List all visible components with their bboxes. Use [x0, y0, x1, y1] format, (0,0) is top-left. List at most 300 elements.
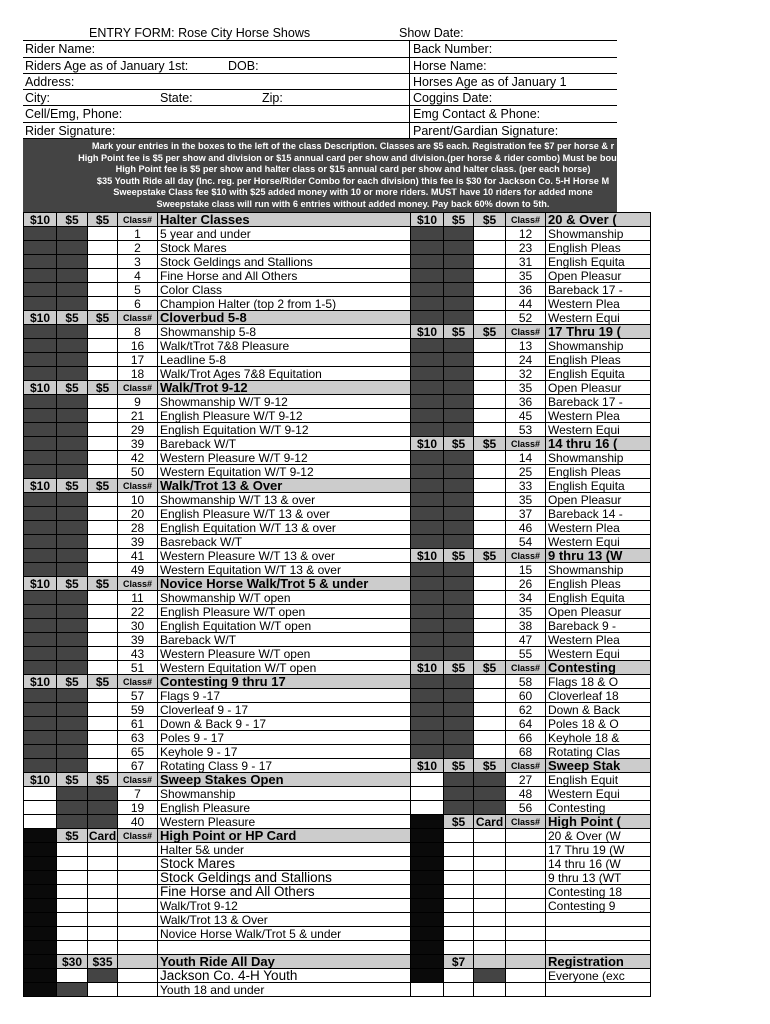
- entry-checkbox[interactable]: [88, 717, 118, 731]
- entry-checkbox[interactable]: [474, 591, 506, 605]
- table-row: [411, 689, 651, 703]
- class-number: 31: [506, 255, 546, 269]
- class-description: Novice Horse Walk/Trot 5 & under: [158, 927, 411, 941]
- entry-checkbox[interactable]: [88, 605, 118, 619]
- class-number: 66: [506, 731, 546, 745]
- section-title: Contesting: [546, 661, 651, 675]
- entry-checkbox: [24, 661, 57, 675]
- entry-checkbox[interactable]: [88, 843, 118, 857]
- class-description: Western Plea: [546, 409, 651, 423]
- entry-checkbox[interactable]: [444, 829, 474, 843]
- entry-checkbox[interactable]: [118, 871, 158, 885]
- table-row: [411, 535, 651, 549]
- class-number: 64: [506, 717, 546, 731]
- class-description: Western Equi: [546, 423, 651, 437]
- left-field[interactable]: [23, 90, 410, 105]
- entry-checkbox[interactable]: [474, 311, 506, 325]
- entry-checkbox[interactable]: [57, 885, 88, 899]
- entry-checkbox[interactable]: [88, 661, 118, 675]
- right-class-table: [410, 212, 651, 997]
- entry-checkbox[interactable]: [57, 899, 88, 913]
- entry-checkbox[interactable]: [24, 787, 57, 801]
- table-row: [24, 773, 411, 787]
- right-field[interactable]: [410, 106, 617, 121]
- entry-checkbox: [24, 269, 57, 283]
- blocked-cell: [411, 927, 444, 941]
- left-field[interactable]: [23, 106, 410, 121]
- blocked-cell: [24, 955, 57, 969]
- entry-checkbox[interactable]: [474, 717, 506, 731]
- entry-checkbox[interactable]: [57, 969, 88, 983]
- entry-checkbox[interactable]: [474, 731, 506, 745]
- fee-header: $30: [57, 955, 88, 969]
- entry-checkbox: [411, 647, 444, 661]
- table-row: [24, 801, 411, 815]
- entry-checkbox: [474, 773, 506, 787]
- section-title: Cloverbud 5-8: [158, 311, 411, 325]
- right-field[interactable]: [410, 90, 617, 105]
- entry-checkbox[interactable]: [88, 619, 118, 633]
- entry-checkbox[interactable]: [88, 899, 118, 913]
- entry-checkbox[interactable]: [474, 871, 506, 885]
- entry-checkbox[interactable]: [506, 969, 546, 983]
- class-number: 24: [506, 353, 546, 367]
- section-title: Registration: [546, 955, 651, 969]
- table-row: [411, 521, 651, 535]
- entry-checkbox[interactable]: [474, 423, 506, 437]
- table-row: [24, 339, 411, 353]
- entry-checkbox[interactable]: [506, 829, 546, 843]
- show-date-field[interactable]: Show Date:: [399, 26, 464, 40]
- class-number: 46: [506, 521, 546, 535]
- entry-checkbox[interactable]: [444, 927, 474, 941]
- form-field-row: [23, 74, 617, 90]
- field-label: City:: [25, 91, 50, 106]
- fee-header: $5: [474, 437, 506, 451]
- entry-checkbox[interactable]: [474, 493, 506, 507]
- entry-checkbox[interactable]: [57, 843, 88, 857]
- table-row: [411, 969, 651, 983]
- blocked-cell: [24, 885, 57, 899]
- entry-checkbox: [24, 717, 57, 731]
- section-title: Walk/Trot 13 & Over: [158, 479, 411, 493]
- entry-checkbox[interactable]: [88, 269, 118, 283]
- class-number: 35: [506, 269, 546, 283]
- entry-checkbox: [444, 801, 474, 815]
- fee-header: $10: [24, 479, 57, 493]
- section-title: Walk/Trot 9-12: [158, 381, 411, 395]
- entry-checkbox[interactable]: [118, 857, 158, 871]
- entry-checkbox: [474, 801, 506, 815]
- entry-checkbox[interactable]: [474, 269, 506, 283]
- entry-checkbox[interactable]: [474, 647, 506, 661]
- entry-checkbox: [24, 437, 57, 451]
- right-field[interactable]: [410, 41, 617, 56]
- entry-checkbox[interactable]: [57, 871, 88, 885]
- table-row: [411, 605, 651, 619]
- class-description: English Equita: [546, 255, 651, 269]
- section-title: 9 thru 13 (W: [546, 549, 651, 563]
- class-number: 28: [118, 521, 158, 535]
- entry-checkbox: [57, 801, 88, 815]
- table-row: [24, 717, 411, 731]
- title-cell: [23, 25, 464, 40]
- entry-checkbox: [411, 269, 444, 283]
- class-description: Down & Back: [546, 703, 651, 717]
- entry-checkbox[interactable]: [474, 451, 506, 465]
- class-description: 14 thru 16 (W: [546, 857, 651, 871]
- entry-checkbox[interactable]: [88, 507, 118, 521]
- entry-checkbox[interactable]: [474, 227, 506, 241]
- table-row: [24, 703, 411, 717]
- field-label: Parent/Gardian Signature:: [413, 123, 559, 138]
- class-number: 44: [506, 297, 546, 311]
- entry-checkbox[interactable]: [88, 983, 118, 997]
- class-description: Showmanship: [546, 563, 651, 577]
- entry-checkbox[interactable]: [411, 787, 444, 801]
- entry-checkbox[interactable]: [88, 493, 118, 507]
- entry-checkbox[interactable]: [474, 563, 506, 577]
- class-description: English Equitation W/T 9-12: [158, 423, 411, 437]
- entry-checkbox[interactable]: [474, 983, 506, 997]
- entry-checkbox[interactable]: [24, 815, 57, 829]
- right-field[interactable]: [410, 123, 617, 138]
- entry-checkbox[interactable]: [474, 535, 506, 549]
- entry-checkbox[interactable]: [88, 395, 118, 409]
- class-description: Western Equi: [546, 311, 651, 325]
- entry-checkbox[interactable]: [88, 633, 118, 647]
- entry-checkbox[interactable]: [474, 675, 506, 689]
- entry-checkbox[interactable]: [506, 885, 546, 899]
- fee-header: $5: [57, 213, 88, 227]
- entry-checkbox[interactable]: [88, 759, 118, 773]
- class-description: Showmanship 5-8: [158, 325, 411, 339]
- class-number: 38: [506, 619, 546, 633]
- entry-checkbox: [444, 717, 474, 731]
- entry-checkbox[interactable]: [88, 325, 118, 339]
- entry-checkbox[interactable]: [506, 941, 546, 955]
- entry-checkbox[interactable]: [474, 633, 506, 647]
- class-description: Flags 9 -17: [158, 689, 411, 703]
- entry-checkbox[interactable]: [474, 381, 506, 395]
- entry-checkbox[interactable]: [88, 927, 118, 941]
- table-row: [411, 941, 651, 955]
- blocked-cell: [57, 983, 88, 997]
- blocked-cell: [24, 941, 57, 955]
- class-description: English Equita: [546, 479, 651, 493]
- entry-checkbox[interactable]: [474, 255, 506, 269]
- class-description: Leadline 5-8: [158, 353, 411, 367]
- fee-header: $10: [411, 437, 444, 451]
- fee-header: $5: [88, 311, 118, 325]
- entry-checkbox: [444, 619, 474, 633]
- entry-checkbox[interactable]: [88, 535, 118, 549]
- entry-checkbox[interactable]: [88, 591, 118, 605]
- entry-checkbox[interactable]: [411, 773, 444, 787]
- entry-checkbox[interactable]: [57, 857, 88, 871]
- class-number: 22: [118, 605, 158, 619]
- class-description: [546, 983, 651, 997]
- entry-checkbox[interactable]: [444, 913, 474, 927]
- entry-checkbox[interactable]: [474, 465, 506, 479]
- entry-checkbox[interactable]: [88, 437, 118, 451]
- entry-checkbox[interactable]: [88, 563, 118, 577]
- entry-checkbox[interactable]: [474, 479, 506, 493]
- entry-checkbox[interactable]: [506, 871, 546, 885]
- class-number: 30: [118, 619, 158, 633]
- entry-checkbox[interactable]: [474, 745, 506, 759]
- entry-checkbox[interactable]: [88, 703, 118, 717]
- class-description: 20 & Over (W: [546, 829, 651, 843]
- entry-checkbox[interactable]: [88, 283, 118, 297]
- form-field-row: [23, 123, 617, 139]
- entry-checkbox[interactable]: [506, 857, 546, 871]
- left-field[interactable]: [23, 41, 410, 56]
- entry-checkbox[interactable]: [444, 941, 474, 955]
- fee-header: $5: [474, 661, 506, 675]
- blocked-cell: [411, 843, 444, 857]
- class-description: English Pleas: [546, 241, 651, 255]
- class-description: Contesting: [546, 801, 651, 815]
- entry-checkbox: [444, 409, 474, 423]
- entry-checkbox[interactable]: [88, 451, 118, 465]
- entry-checkbox[interactable]: [88, 409, 118, 423]
- table-row: [411, 297, 651, 311]
- entry-checkbox[interactable]: [24, 801, 57, 815]
- table-row: [411, 619, 651, 633]
- entry-checkbox[interactable]: [88, 745, 118, 759]
- class-number: 37: [506, 507, 546, 521]
- entry-checkbox: [444, 493, 474, 507]
- entry-checkbox: [57, 745, 88, 759]
- table-row: [24, 647, 411, 661]
- class-description: 17 Thru 19 (W: [546, 843, 651, 857]
- entry-checkbox[interactable]: [506, 927, 546, 941]
- entry-checkbox[interactable]: [118, 913, 158, 927]
- table-row: [411, 983, 651, 997]
- entry-checkbox[interactable]: [474, 619, 506, 633]
- blocked-cell: [24, 969, 57, 983]
- field-label: Emg Contact & Phone:: [413, 107, 541, 122]
- entry-checkbox[interactable]: [88, 647, 118, 661]
- entry-checkbox[interactable]: [506, 843, 546, 857]
- entry-checkbox: [411, 339, 444, 353]
- entry-checkbox[interactable]: [88, 227, 118, 241]
- entry-checkbox[interactable]: [506, 983, 546, 997]
- table-row: [411, 367, 651, 381]
- entry-checkbox[interactable]: [474, 885, 506, 899]
- table-row: [24, 409, 411, 423]
- entry-checkbox[interactable]: [88, 423, 118, 437]
- table-row: [411, 213, 651, 227]
- entry-checkbox[interactable]: [474, 913, 506, 927]
- entry-checkbox[interactable]: [88, 297, 118, 311]
- class-number: 62: [506, 703, 546, 717]
- blocked-cell: [411, 885, 444, 899]
- class-number: 9: [118, 395, 158, 409]
- entry-checkbox[interactable]: [474, 241, 506, 255]
- class-description: Western Equitation W/T open: [158, 661, 411, 675]
- entry-checkbox: [411, 717, 444, 731]
- class-description: English Equita: [546, 591, 651, 605]
- blocked-cell: [411, 969, 444, 983]
- entry-checkbox[interactable]: [474, 367, 506, 381]
- entry-checkbox[interactable]: [118, 843, 158, 857]
- table-row: [411, 647, 651, 661]
- table-row: [24, 507, 411, 521]
- class-number-header: Class#: [118, 381, 158, 395]
- entry-checkbox[interactable]: [506, 913, 546, 927]
- class-number: 20: [118, 507, 158, 521]
- entry-checkbox[interactable]: [88, 255, 118, 269]
- entry-checkbox[interactable]: [444, 983, 474, 997]
- class-number: 23: [506, 241, 546, 255]
- entry-checkbox[interactable]: [88, 731, 118, 745]
- entry-checkbox[interactable]: [474, 283, 506, 297]
- table-row: [24, 577, 411, 591]
- entry-checkbox[interactable]: [474, 829, 506, 843]
- entry-checkbox[interactable]: [88, 339, 118, 353]
- entry-checkbox[interactable]: [444, 969, 474, 983]
- entry-checkbox: [411, 423, 444, 437]
- table-row: [411, 465, 651, 479]
- class-description: Youth 18 and under: [158, 983, 411, 997]
- entry-checkbox[interactable]: [474, 577, 506, 591]
- entry-checkbox[interactable]: [474, 409, 506, 423]
- entry-checkbox[interactable]: [474, 843, 506, 857]
- blocked-cell: [24, 927, 57, 941]
- entry-checkbox[interactable]: [506, 899, 546, 913]
- fee-header: $7: [444, 955, 474, 969]
- table-row: [24, 227, 411, 241]
- entry-checkbox[interactable]: [474, 703, 506, 717]
- entry-checkbox[interactable]: [444, 871, 474, 885]
- entry-checkbox[interactable]: [474, 507, 506, 521]
- table-row: [24, 955, 411, 969]
- entry-checkbox: [444, 269, 474, 283]
- class-description: Bareback W/T: [158, 437, 411, 451]
- entry-checkbox[interactable]: [57, 941, 88, 955]
- entry-checkbox[interactable]: [474, 521, 506, 535]
- instruction-line: Sweepstake class will run with 6 entries without added money. Pay back 60% down to 5th.: [156, 199, 550, 210]
- entry-checkbox[interactable]: [118, 969, 158, 983]
- class-description: English Pleasure: [158, 801, 411, 815]
- entry-checkbox[interactable]: [444, 899, 474, 913]
- entry-checkbox: [57, 647, 88, 661]
- entry-checkbox[interactable]: [88, 367, 118, 381]
- entry-checkbox[interactable]: [474, 605, 506, 619]
- header-cell: [506, 955, 546, 969]
- entry-checkbox: [57, 521, 88, 535]
- entry-checkbox: [88, 815, 118, 829]
- table-row: [24, 605, 411, 619]
- entry-checkbox[interactable]: [474, 857, 506, 871]
- entry-checkbox: [411, 451, 444, 465]
- entry-checkbox[interactable]: [444, 843, 474, 857]
- class-number: 48: [506, 787, 546, 801]
- entry-checkbox[interactable]: [57, 913, 88, 927]
- entry-checkbox: [57, 493, 88, 507]
- entry-checkbox[interactable]: [474, 339, 506, 353]
- entry-checkbox[interactable]: [88, 241, 118, 255]
- entry-checkbox[interactable]: [411, 801, 444, 815]
- fee-header: $5: [444, 437, 474, 451]
- entry-checkbox[interactable]: [118, 983, 158, 997]
- entry-checkbox[interactable]: [88, 871, 118, 885]
- entry-checkbox[interactable]: [444, 857, 474, 871]
- entry-checkbox[interactable]: [474, 689, 506, 703]
- entry-checkbox[interactable]: [88, 885, 118, 899]
- class-description: Rotating Clas: [546, 745, 651, 759]
- entry-checkbox[interactable]: [474, 927, 506, 941]
- entry-checkbox[interactable]: [411, 983, 444, 997]
- right-field[interactable]: [410, 58, 617, 73]
- entry-checkbox[interactable]: [88, 521, 118, 535]
- table-row: [411, 479, 651, 493]
- table-row: [411, 745, 651, 759]
- entry-checkbox[interactable]: [88, 913, 118, 927]
- entry-checkbox[interactable]: [474, 353, 506, 367]
- entry-checkbox: [24, 353, 57, 367]
- header-cell: [118, 955, 158, 969]
- entry-checkbox: [24, 297, 57, 311]
- entry-checkbox[interactable]: [474, 297, 506, 311]
- entry-checkbox[interactable]: [88, 549, 118, 563]
- entry-checkbox[interactable]: [474, 941, 506, 955]
- entry-checkbox[interactable]: [444, 885, 474, 899]
- entry-checkbox[interactable]: [118, 885, 158, 899]
- entry-checkbox[interactable]: [118, 899, 158, 913]
- fee-header: $5: [444, 549, 474, 563]
- entry-checkbox[interactable]: [57, 927, 88, 941]
- blocked-cell: [411, 871, 444, 885]
- entry-checkbox[interactable]: [88, 941, 118, 955]
- class-description: Western Plea: [546, 521, 651, 535]
- entry-checkbox: [24, 759, 57, 773]
- class-description: Western Equitation W/T 9-12: [158, 465, 411, 479]
- table-row: [411, 493, 651, 507]
- fee-header: $5: [444, 213, 474, 227]
- entry-checkbox[interactable]: [118, 927, 158, 941]
- right-field[interactable]: [410, 74, 617, 89]
- entry-checkbox[interactable]: [88, 689, 118, 703]
- left-field[interactable]: [23, 123, 410, 138]
- class-number-header: Class#: [506, 759, 546, 773]
- entry-checkbox: [411, 591, 444, 605]
- entry-checkbox[interactable]: [474, 899, 506, 913]
- entry-checkbox[interactable]: [88, 353, 118, 367]
- fee-header: $5: [474, 549, 506, 563]
- table-row: [411, 703, 651, 717]
- left-field[interactable]: [23, 74, 410, 89]
- class-description: Keyhole 9 - 17: [158, 745, 411, 759]
- class-description: Showmanship W/T 13 & over: [158, 493, 411, 507]
- left-field[interactable]: [23, 58, 410, 73]
- entry-checkbox[interactable]: [88, 857, 118, 871]
- class-description: Poles 18 & O: [546, 717, 651, 731]
- class-description: Color Class: [158, 283, 411, 297]
- table-row: [411, 843, 651, 857]
- entry-checkbox[interactable]: [118, 941, 158, 955]
- entry-checkbox: [444, 521, 474, 535]
- section-title: Contesting 9 thru 17: [158, 675, 411, 689]
- entry-checkbox: [444, 689, 474, 703]
- entry-checkbox[interactable]: [474, 395, 506, 409]
- entry-checkbox[interactable]: [88, 465, 118, 479]
- field-label: Rider Name:: [25, 42, 96, 57]
- entry-checkbox: [411, 689, 444, 703]
- form-field-row: [23, 41, 617, 57]
